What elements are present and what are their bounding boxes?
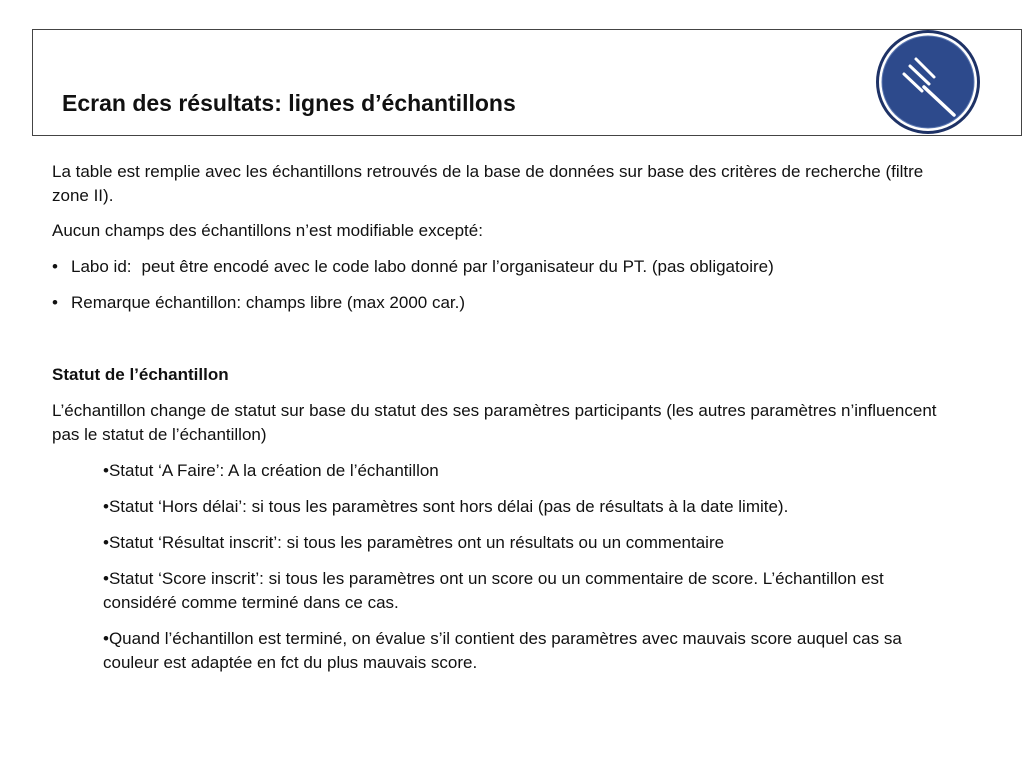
spacer [52, 327, 952, 363]
list-item [52, 291, 952, 315]
list-item: •Statut ‘A Faire’: A la création de l’échantillon [103, 461, 439, 480]
bullet-text: Remarque échantillon: champs libre (max 2000 car.) [71, 293, 466, 312]
content [52, 160, 952, 687]
bullet-label: Labo id: [71, 257, 132, 276]
list-item [52, 255, 952, 279]
bullet-marker: • [52, 257, 58, 276]
list-item: •Quand l’échantillon est terminé, on évalue s’il contient des paramètres avec mauvais score auquel cas sa couleur est adaptée en fct du plus mauvais score. [103, 629, 902, 672]
intro-paragraph: La table est remplie avec les échantillons retrouvés de la base de données sur base des critères de recherche (filtre zone II). [52, 162, 924, 205]
status-list [52, 459, 952, 675]
editable-fields-intro: Aucun champs des échantillons n’est modifiable excepté: [52, 221, 483, 240]
title-box [32, 29, 1022, 136]
bullet-text: peut être encodé avec le code labo donné par l’organisateur du PT. (pas obligatoire) [141, 257, 774, 276]
pipette-logo-icon [874, 29, 982, 135]
page-title: Ecran des résultats: lignes d’échantillons [62, 90, 516, 116]
bullet-marker: • [52, 293, 58, 312]
list-item: •Statut ‘Hors délai’: si tous les paramètres sont hors délai (pas de résultats à la date limite). [103, 497, 789, 516]
list-item: •Statut ‘Score inscrit’: si tous les paramètres ont un score ou un commentaire de score. L’échantillon est considéré comme terminé dans ce cas. [103, 569, 884, 612]
section-heading: Statut de l’échantillon [52, 365, 229, 384]
section-intro: L’échantillon change de statut sur base du statut des ses paramètres participants (les autres paramètres n’influencent pas le statut de l’échantillon) [52, 401, 937, 444]
list-item: •Statut ‘Résultat inscrit’: si tous les paramètres ont un résultats ou un commentaire [103, 533, 725, 552]
